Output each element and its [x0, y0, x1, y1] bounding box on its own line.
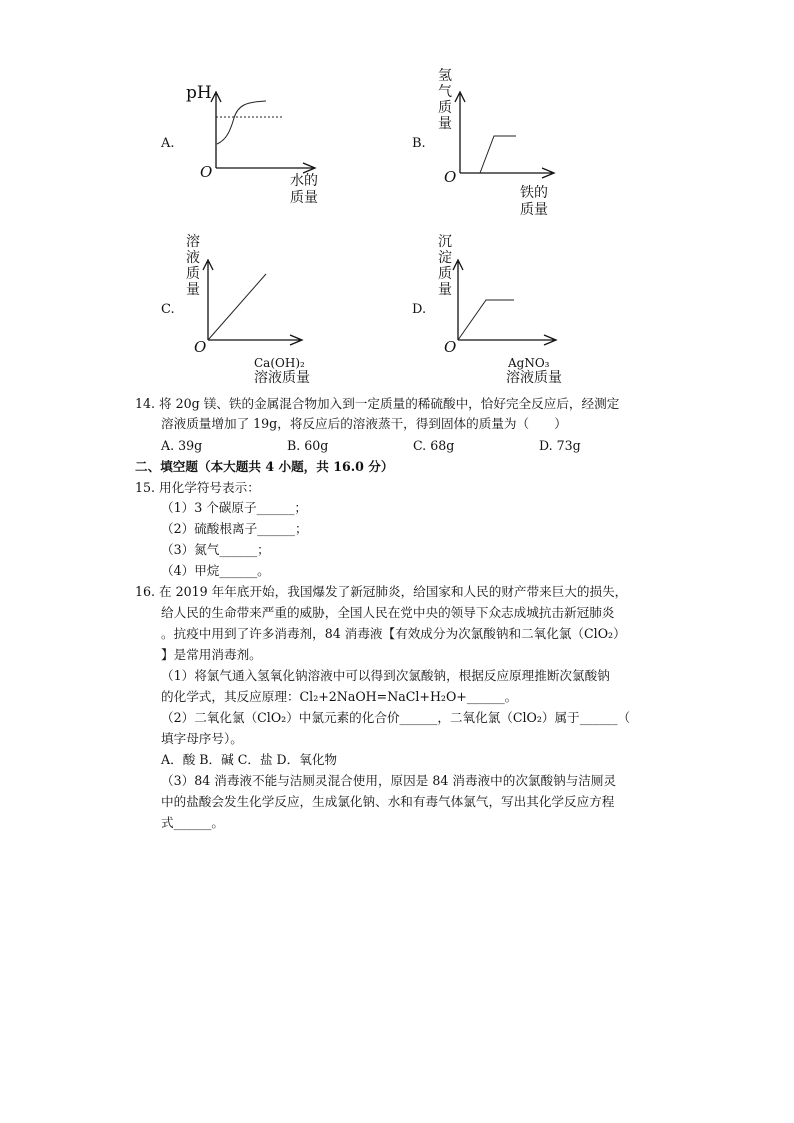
- q16-line-5: （1）将氯气通入氢氧化钠溶液中可以得到次氯酸钠，根据反应原理推断次氯酸钠: [161, 668, 610, 683]
- graph-d-y-axis: [453, 260, 463, 340]
- q16-line-3: 。抗疫中用到了许多消毒剂，84 消毒液【有效成分为次氯酸钠和二氧化氯（ClO₂）: [161, 626, 626, 641]
- graph-b-x-axis: [460, 168, 554, 178]
- graph-c-origin: O: [194, 338, 207, 356]
- graph-c-ylabel-1: 溶: [186, 234, 200, 250]
- graph-c-xlabel-2: 溶液质量: [254, 370, 310, 386]
- q16-line-7: （2）二氧化氯（ClO₂）中氯元素的化合价______，二氧化氯（ClO₂）属于______（: [161, 710, 631, 725]
- graph-b-ylabel-3: 质: [438, 100, 452, 116]
- graph-d-xlabel-1: AgNO₃: [508, 356, 550, 370]
- q14-option-c: C. 68g: [413, 438, 455, 453]
- graph-b-curve: [480, 136, 516, 173]
- q16-line-12: 式______。: [161, 815, 224, 830]
- graph-d-origin: O: [444, 338, 457, 356]
- graph-b-y-axis: [455, 92, 465, 173]
- graph-a-x-axis: [216, 163, 315, 173]
- graph-c-solution-mass: [180, 230, 330, 390]
- q16-line-2: 给人民的生命带来严重的威胁，全国人民在党中央的领导下众志成城抗击新冠肺炎: [161, 605, 615, 620]
- graph-c-ylabel-3: 质: [186, 266, 200, 282]
- q15-item-2: （2）硫酸根离子______；: [161, 521, 308, 536]
- q14-option-a: A. 39g: [161, 438, 203, 453]
- graph-d-xlabel-2: 溶液质量: [506, 370, 562, 386]
- graph-b-xlabel-1: 铁的: [520, 185, 548, 201]
- graph-c-ylabel-4: 量: [186, 282, 200, 298]
- graph-c-ylabel-2: 液: [186, 250, 200, 266]
- graph-a-ph-vs-water: [180, 78, 330, 213]
- q14-line-1: 14. 将 20g 镁、铁的金属混合物加入到一定质量的稀硫酸中，恰好完全反应后，经测定: [135, 396, 620, 411]
- q15-item-4: （4）甲烷______。: [161, 563, 270, 578]
- graph-d-ylabel-2: 淀: [438, 250, 452, 266]
- q14-option-d: D. 73g: [539, 438, 581, 453]
- q14-options: [161, 437, 581, 455]
- graph-c-x-axis: [208, 335, 302, 345]
- q16-line-11: 中的盐酸会发生化学反应，生成氯化钠、水和有毒气体氯气，写出其化学反应方程: [161, 794, 615, 809]
- q16-line-6: 的化学式，其反应原理：Cl₂+2NaOH=NaCl+H₂O+______。: [161, 689, 518, 704]
- section-2-title: 二、填空题（本大题共 4 小题，共 16.0 分）: [135, 459, 394, 474]
- q16-line-8: 填字母序号）。: [161, 731, 243, 746]
- graph-b-ylabel-4: 量: [438, 116, 452, 132]
- graph-d-ylabel-1: 沉: [438, 234, 452, 250]
- q15-stem: 15. 用化学符号表示：: [135, 480, 260, 495]
- graph-a-xlabel-2: 质量: [290, 190, 318, 206]
- q14-option-b: B. 60g: [287, 438, 329, 453]
- graph-d-precipitate-mass: [430, 230, 580, 390]
- graph-a-origin: O: [200, 163, 213, 181]
- graph-b-ylabel-1: 氢: [438, 68, 452, 84]
- graph-c-line: [208, 274, 266, 340]
- graph-d-x-axis: [458, 335, 556, 345]
- graph-b-ylabel-2: 气: [438, 84, 452, 100]
- graph-b-hydrogen-vs-iron: [430, 64, 580, 224]
- graph-c-y-axis: [203, 260, 213, 340]
- option-d-label: D.: [412, 302, 427, 317]
- graph-d-curve: [458, 300, 514, 340]
- graph-a-ylabel: pH: [186, 83, 212, 103]
- graph-b-xlabel-2: 质量: [520, 202, 548, 218]
- graph-a-y-axis: [211, 92, 221, 168]
- q16-line-9: A．酸 B．碱 C．盐 D．氧化物: [161, 752, 338, 767]
- graph-a-curve: [217, 101, 266, 144]
- graph-d-ylabel-4: 量: [438, 282, 452, 298]
- graph-b-origin: O: [444, 168, 457, 186]
- option-a-label: A.: [161, 136, 175, 151]
- graph-d-ylabel-3: 质: [438, 266, 452, 282]
- option-b-label: B.: [412, 136, 426, 151]
- q14-line-2: 溶液质量增加了 19g，将反应后的溶液蒸干，得到固体的质量为（ ）: [161, 416, 567, 431]
- graph-a-xlabel-1: 水的: [290, 173, 318, 189]
- graph-c-xlabel-1: Ca(OH)₂: [254, 356, 305, 370]
- q16-line-1: 16. 在 2019 年年底开始，我国爆发了新冠肺炎，给国家和人民的财产带来巨大的损失，: [135, 584, 628, 599]
- option-c-label: C.: [161, 302, 175, 317]
- q16-line-10: （3）84 消毒液不能与洁厕灵混合使用，原因是 84 消毒液中的次氯酸钠与洁厕灵: [161, 773, 617, 788]
- q15-item-1: （1）3 个碳原子______；: [161, 500, 307, 515]
- q15-item-3: （3）氮气______；: [161, 542, 270, 557]
- q16-line-4: 】是常用消毒剂。: [161, 647, 262, 662]
